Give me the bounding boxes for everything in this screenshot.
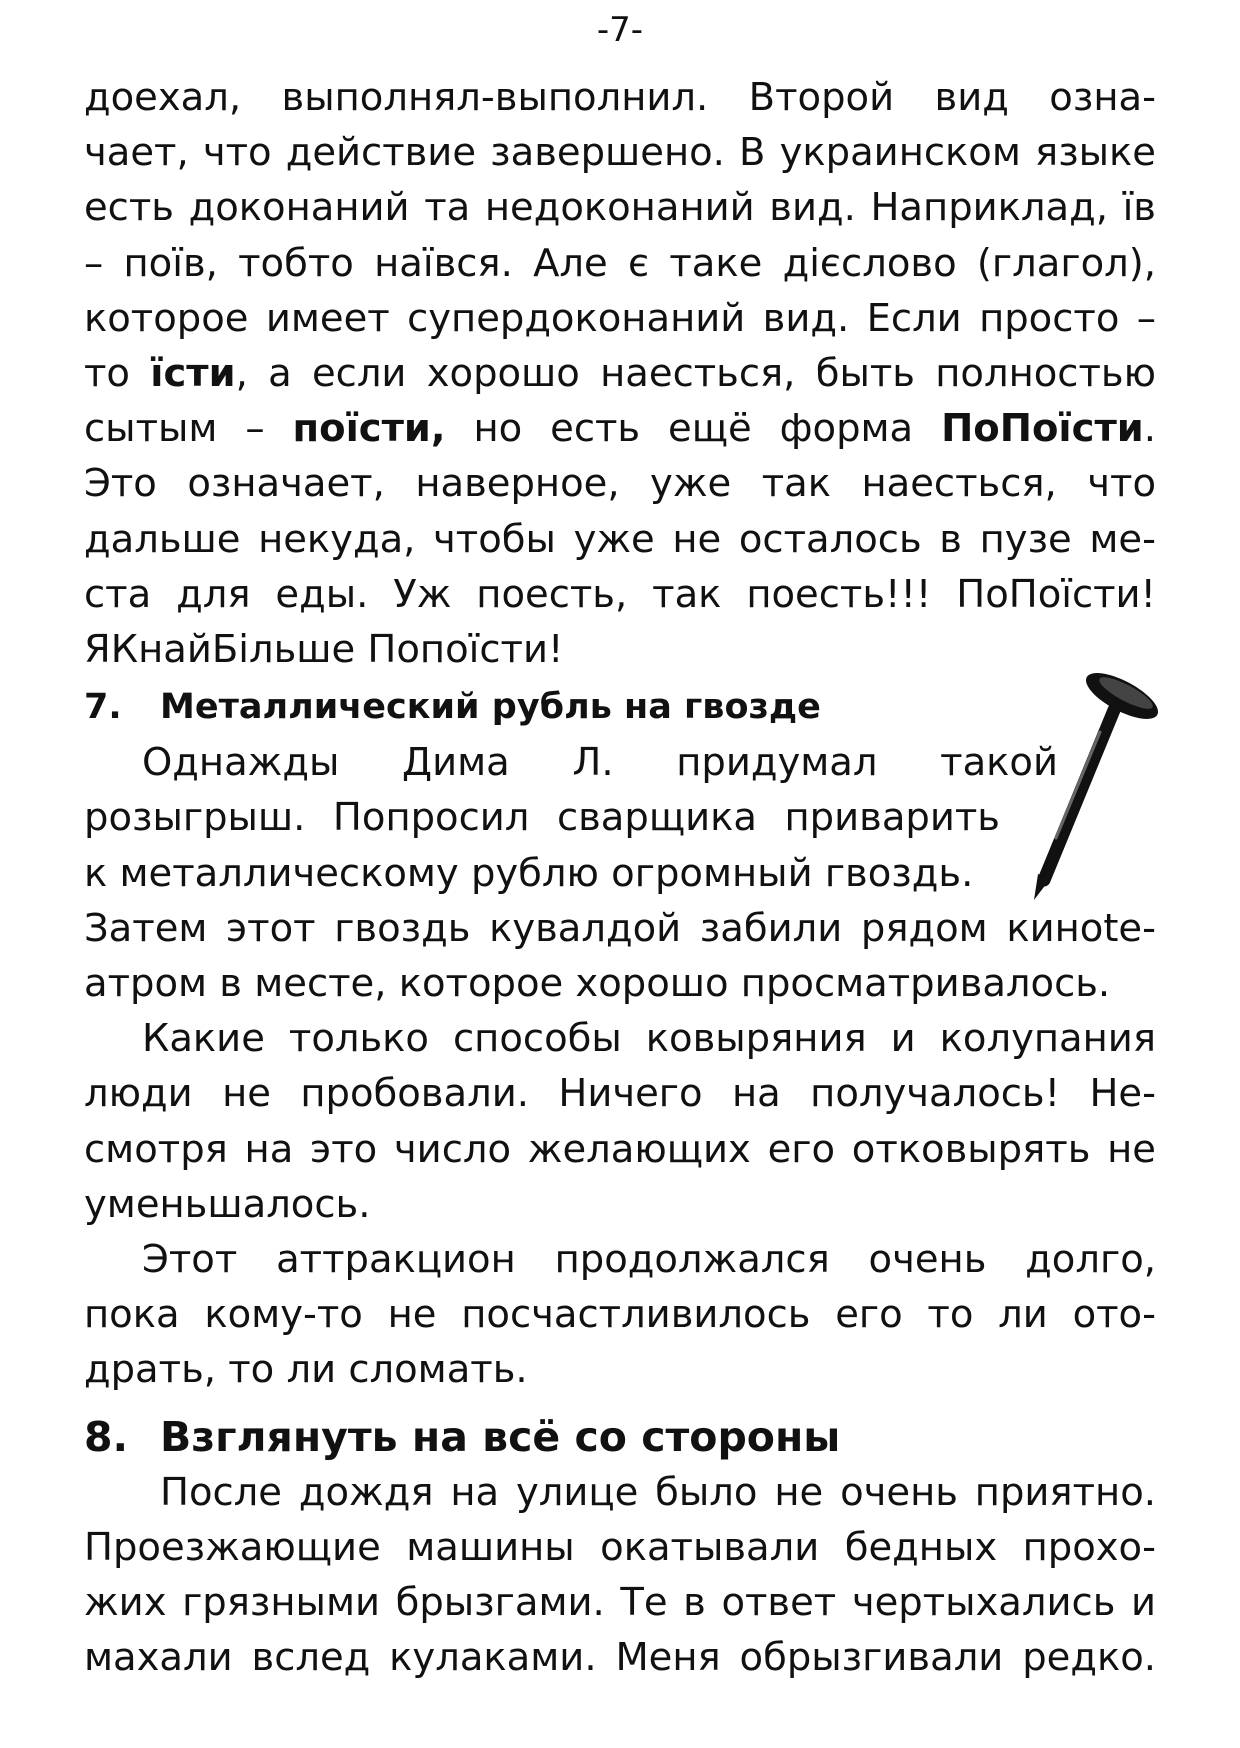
text-line: атром в месте, которое хорошо просматривалось. [84,961,1111,1006]
section-title: Взглянуть на всё со стороны [160,1412,841,1461]
text-line [84,401,1156,456]
text-line: Однажды Дима Л. придумал такой [142,740,1058,786]
text-line: розыгрыш. Попросил сварщика приварить [84,795,1000,841]
section-title: Металлический рубль на гвозде [160,687,821,728]
bold-word: поїсти, [292,406,446,452]
text-run: то [84,350,151,396]
text-line: ЯКнайБільше Попоїсти! [84,626,564,672]
text-line [84,346,1156,401]
text-run: . [1143,406,1156,452]
text-line: есть доконаний та недоконаний вид. Наприклад, їв [84,185,1156,231]
nail-icon [1028,668,1162,904]
text-line: дальше некуда, чтобы уже не осталось в пузе ме- [84,516,1156,562]
text-line: жих грязными брызгами. Те в ответ чертыхались и [84,1580,1156,1626]
section-number: 8. [84,1412,129,1461]
section-number: 7. [84,687,122,728]
section-heading [84,1410,1156,1465]
text-line: – поїв, тобто наївся. Але є таке дієслово (глагол), [84,240,1156,286]
bold-word: ПоПоїсти [941,406,1144,452]
text-line: Какие только способы ковыряния и колупания [142,1016,1156,1062]
text-run: сытым – [84,406,293,452]
text-line: Это означает, наверное, уже так наесться, что [84,461,1156,507]
text-line: Затем этот гвоздь кувалдой забили рядом кинote- [84,905,1156,951]
section-heading [84,680,1156,735]
text-run: но есть ещё форма [445,406,942,452]
text-run: , а если хорошо наесться, быть полностью [235,350,1156,396]
text-line: Этот аттракцион продолжался очень долго, [142,1236,1156,1282]
text-line: После дождя на улице было не очень приятно. [160,1469,1156,1515]
text-line: к металлическому рублю огромный гвоздь. [84,850,974,896]
text-line: махали вслед кулаками. Меня обрызгивали редко. [84,1635,1156,1681]
text-line: драть, то ли сломать. [84,1347,528,1393]
bold-word: їсти [150,350,236,396]
text-line: Проезжающие машины окатывали бедных прохо- [84,1524,1156,1570]
text-line: пока кому-то не посчастливилось его то ли ото- [84,1292,1156,1338]
body-text [84,70,1156,1685]
text-line: ста для еды. Уж поесть, так поесть!!! ПоПоїсти! [84,571,1156,617]
page-number: -7- [596,10,644,50]
text-line: люди не пробовали. Ничего на получалось! Не- [84,1071,1156,1117]
text-line: смотря на это число желающих его отковырять не [84,1126,1156,1172]
text-line: которое имеет супердоконаний вид. Если просто – [84,295,1156,341]
text-line: доехал, выполнял-выполнил. Второй вид озна- [84,75,1156,120]
text-line: уменьшалось. [84,1181,371,1227]
text-line: чает, что действие завершено. В украинском языке [84,130,1156,176]
